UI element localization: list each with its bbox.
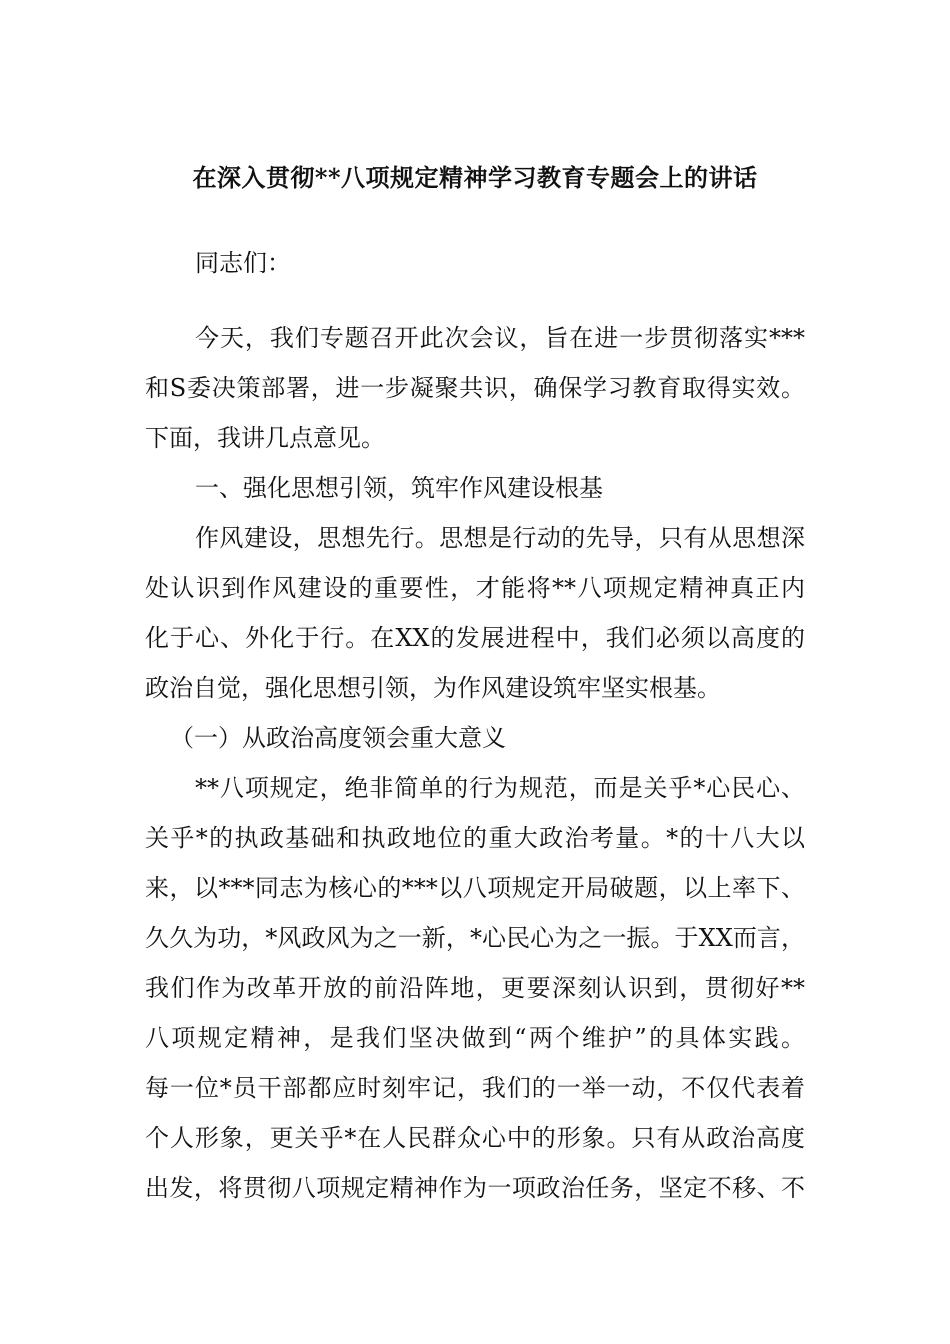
paragraph-line: 下面，我讲几点意见。 xyxy=(145,424,385,452)
paragraph-line: 久久为功，*风政风为之一新，*心民心为之一振。于XX而言， xyxy=(145,924,805,952)
paragraph-line: 八项规定精神，是我们坚决做到“两个维护”的具体实践。 xyxy=(145,1024,805,1052)
paragraph-line: 处认识到作风建设的重要性，才能将**八项规定精神真正内 xyxy=(145,574,805,602)
paragraph-line: 化于心、外化于行。在XX的发展进程中，我们必须以高度的 xyxy=(145,624,805,652)
paragraph-line: 政治自觉，强化思想引领，为作风建设筑牢坚实根基。 xyxy=(145,674,721,702)
paragraph-line: 来，以***同志为核心的***以八项规定开局破题，以上率下、 xyxy=(145,874,805,902)
paragraph-line: 和S委决策部署，进一步凝聚共识，确保学习教育取得实效。 xyxy=(145,374,805,402)
subsection-heading: （一）从政治高度领会重大意义 xyxy=(170,724,506,752)
paragraph-line: 作风建设，思想先行。思想是行动的先导，只有从思想深 xyxy=(195,524,805,552)
paragraph-line: **八项规定，绝非简单的行为规范，而是关乎*心民心、 xyxy=(195,774,805,802)
paragraph-line: 关乎*的执政基础和执政地位的重大政治考量。*的十八大以 xyxy=(145,824,805,852)
paragraph-line: 个人形象，更关乎*在人民群众心中的形象。只有从政治高度 xyxy=(145,1124,805,1152)
paragraph-line: 我们作为改革开放的前沿阵地，更要深刻认识到，贯彻好** xyxy=(145,974,805,1002)
paragraph-line: 每一位*员干部都应时刻牢记，我们的一举一动，不仅代表着 xyxy=(145,1074,805,1102)
section-heading: 一、强化思想引领，筑牢作风建设根基 xyxy=(195,474,603,502)
paragraph-line: 今天，我们专题召开此次会议，旨在进一步贯彻落实*** xyxy=(195,324,805,352)
salutation: 同志们： xyxy=(195,249,291,277)
paragraph-line: 出发，将贯彻八项规定精神作为一项政治任务，坚定不移、不 xyxy=(145,1174,805,1202)
document-title: 在深入贯彻**八项规定精神学习教育专题会上的讲话 xyxy=(192,163,758,192)
